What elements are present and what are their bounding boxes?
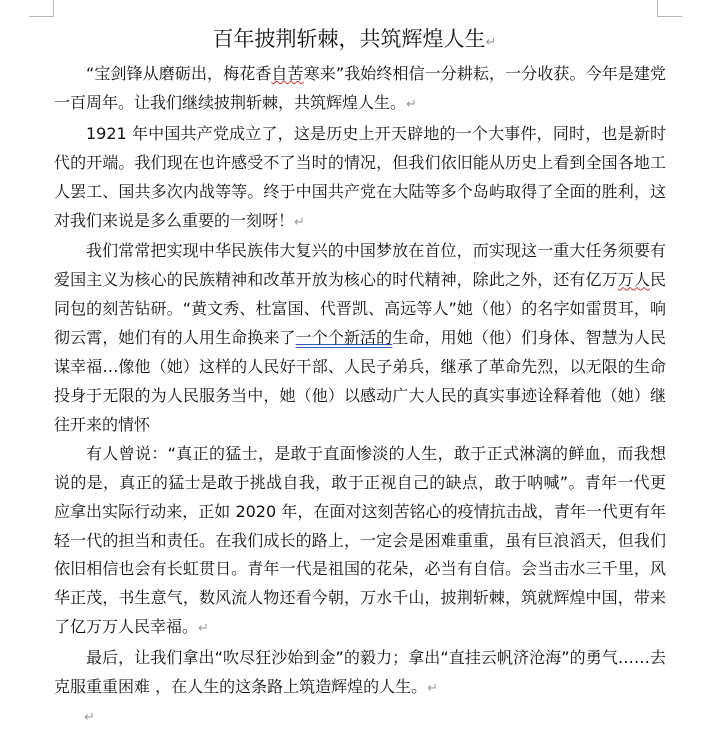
paragraph-text: 寒来”我始终相信一分耕耘，一分收获。今年是建党一百周年。让我们继续披荆斩棘，共筑辉煌人生。: [54, 64, 666, 112]
paragraph-text: 我们常常把实现中华民族伟大复兴的中国梦放在首位，而实现这一重大任务须要有爱国主义为核心的民族精神和改革开放为核心的时代精神，除此之外，还有亿万: [54, 241, 666, 290]
paragraph-text: “宝剑锋从磨砺出，梅花香: [86, 64, 272, 83]
empty-paragraph[interactable]: [54, 704, 666, 728]
paragraph-mark-icon: ↵: [84, 709, 95, 725]
document-body[interactable]: [54, 60, 666, 728]
document-title[interactable]: [0, 22, 709, 60]
grammar-flag-phrase[interactable]: 一个个新活的: [295, 328, 393, 348]
paragraph-5[interactable]: [54, 644, 666, 704]
paragraph-mark-icon: ↵: [406, 96, 417, 112]
paragraph-text: 生命，用她（他）们身体、智慧为人民谋幸福…像他（她）这样的人民好干部、人民子弟兵，继承了革命先烈，以无限的生命投身于无限的为人民服务当中，她（他）以感动广大人民的真实事迹诠释着他（她）继往开来的情怀: [54, 328, 666, 434]
paragraph-1[interactable]: [54, 60, 666, 120]
paragraph-mark-icon: ↵: [485, 35, 497, 50]
paragraph-text: 民同包的刻苦钻研。“黄文秀、杜富国、代晋凯、高远等人”她（他）的名字如雷贯耳，响彻云霄，她们有的人用生命换来了: [54, 270, 666, 348]
paragraph-2[interactable]: [54, 120, 666, 238]
paragraph-text: 最后，让我们拿出“吹尽狂沙始到金”的毅力；拿出“直挂云帆济沧海”的勇气……去克服重重困难 ，在人生的这条路上筑造辉煌的人生。: [54, 648, 666, 697]
paragraph-4[interactable]: [54, 440, 666, 644]
page-corner-top-left: [29, 0, 54, 17]
page-corner-top-right: [657, 0, 682, 17]
spelling-error-word[interactable]: 万人: [617, 270, 650, 290]
title-text: 百年披荆斩棘，共筑辉煌人生: [212, 27, 486, 51]
spelling-error-word[interactable]: 自苦: [271, 64, 304, 83]
paragraph-mark-icon: ↵: [427, 681, 438, 697]
paragraph-mark-icon: ↵: [198, 621, 209, 637]
paragraph-mark-icon: ↵: [294, 214, 305, 230]
paragraph-text: 1921 年中国共产党成立了，这是历史上开天辟地的一个大事件，同时，也是新时代的开端。我们现在也许感受不了当时的情况，但我们依旧能从历史上看到全国各地工人罢工、国共多次内战等等。终于中国共产党在大陆等多个岛屿取得了全面的胜利，这对我们来说是多么重要的一刻呀！: [54, 123, 666, 230]
paragraph-3[interactable]: [54, 237, 666, 439]
paragraph-text: 有人曾说：“真正的猛士，是敢于直面惨淡的人生，敢于正式淋漓的鲜血，而我想说的是，真正的猛士是敢于挑战自我，敢于正视自己的缺点，敢于呐喊”。青年一代更应拿出实际行动来，正如 2020 年，在面对这刻苦铭心的疫情抗击战，青年一代更有年轻一代的担当和责任。在我们成长的路上，一定会是困难重重，虽有巨浪滔天，但我们依旧相信也会有长虹贯日。青年一代是祖国的花朵，必当有自信。会当击水三千里，风华正茂，书生意气，数风流人物还看今朝，万水千山，披荆斩棘，筑就辉煌中国，带来了亿万万人民幸福。: [54, 443, 666, 637]
